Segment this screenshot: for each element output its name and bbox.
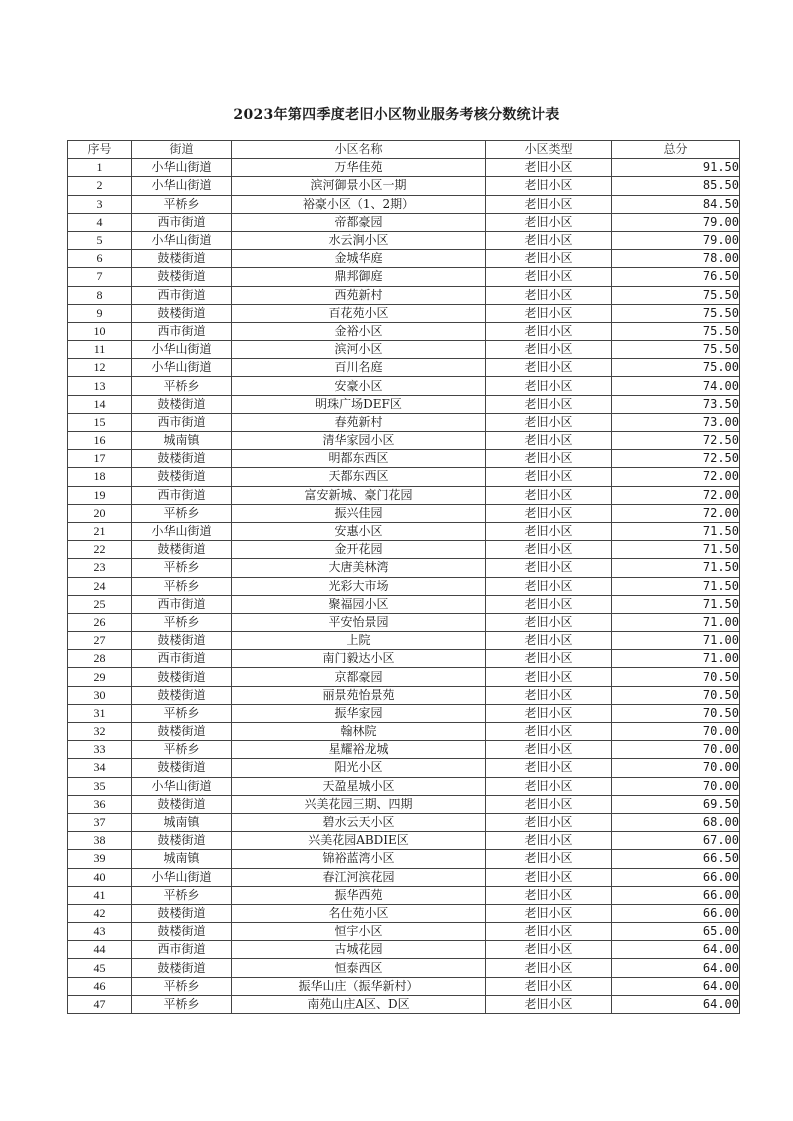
header-community-type: 小区类型 bbox=[486, 141, 612, 159]
table-row bbox=[68, 432, 740, 450]
table-row bbox=[68, 250, 740, 268]
cell-community-type: 老旧小区 bbox=[486, 850, 612, 868]
cell-street: 城南镇 bbox=[132, 432, 232, 450]
cell-street: 鼓楼街道 bbox=[132, 541, 232, 559]
cell-community-name: 丽景苑怡景苑 bbox=[232, 686, 486, 704]
cell-community-type: 老旧小区 bbox=[486, 304, 612, 322]
cell-seq: 6 bbox=[68, 250, 132, 268]
cell-community-type: 老旧小区 bbox=[486, 286, 612, 304]
cell-total-score: 73.00 bbox=[612, 413, 740, 431]
cell-seq: 45 bbox=[68, 959, 132, 977]
cell-community-name: 明都东西区 bbox=[232, 450, 486, 468]
cell-seq: 29 bbox=[68, 668, 132, 686]
cell-seq: 27 bbox=[68, 632, 132, 650]
cell-total-score: 71.50 bbox=[612, 595, 740, 613]
cell-street: 西市街道 bbox=[132, 286, 232, 304]
cell-community-type: 老旧小区 bbox=[486, 395, 612, 413]
cell-community-type: 老旧小区 bbox=[486, 159, 612, 177]
cell-community-type: 老旧小区 bbox=[486, 868, 612, 886]
cell-community-name: 南苑山庄A区、D区 bbox=[232, 995, 486, 1013]
table-row bbox=[68, 886, 740, 904]
cell-community-type: 老旧小区 bbox=[486, 522, 612, 540]
cell-seq: 34 bbox=[68, 759, 132, 777]
cell-seq: 5 bbox=[68, 231, 132, 249]
cell-community-name: 阳光小区 bbox=[232, 759, 486, 777]
cell-community-type: 老旧小区 bbox=[486, 595, 612, 613]
cell-total-score: 72.00 bbox=[612, 468, 740, 486]
cell-community-name: 恒泰西区 bbox=[232, 959, 486, 977]
table-row bbox=[68, 468, 740, 486]
cell-community-name: 金裕小区 bbox=[232, 322, 486, 340]
cell-community-type: 老旧小区 bbox=[486, 941, 612, 959]
table-row bbox=[68, 959, 740, 977]
cell-seq: 10 bbox=[68, 322, 132, 340]
cell-community-type: 老旧小区 bbox=[486, 559, 612, 577]
cell-street: 城南镇 bbox=[132, 813, 232, 831]
cell-total-score: 73.50 bbox=[612, 395, 740, 413]
cell-total-score: 66.00 bbox=[612, 886, 740, 904]
cell-community-type: 老旧小区 bbox=[486, 723, 612, 741]
cell-street: 平桥乡 bbox=[132, 377, 232, 395]
cell-seq: 7 bbox=[68, 268, 132, 286]
cell-total-score: 75.50 bbox=[612, 286, 740, 304]
table-row bbox=[68, 450, 740, 468]
cell-street: 平桥乡 bbox=[132, 704, 232, 722]
cell-community-type: 老旧小区 bbox=[486, 759, 612, 777]
cell-community-name: 裕豪小区（1、2期） bbox=[232, 195, 486, 213]
cell-total-score: 84.50 bbox=[612, 195, 740, 213]
cell-total-score: 69.50 bbox=[612, 795, 740, 813]
cell-street: 平桥乡 bbox=[132, 977, 232, 995]
cell-street: 平桥乡 bbox=[132, 195, 232, 213]
cell-community-name: 天都东西区 bbox=[232, 468, 486, 486]
table-row bbox=[68, 395, 740, 413]
header-row bbox=[68, 141, 740, 159]
cell-community-name: 春江河滨花园 bbox=[232, 868, 486, 886]
cell-total-score: 91.50 bbox=[612, 159, 740, 177]
table-row bbox=[68, 668, 740, 686]
cell-street: 小华山街道 bbox=[132, 341, 232, 359]
table-row bbox=[68, 213, 740, 231]
cell-seq: 39 bbox=[68, 850, 132, 868]
cell-total-score: 79.00 bbox=[612, 231, 740, 249]
cell-seq: 37 bbox=[68, 813, 132, 831]
cell-seq: 17 bbox=[68, 450, 132, 468]
cell-seq: 30 bbox=[68, 686, 132, 704]
cell-seq: 25 bbox=[68, 595, 132, 613]
cell-street: 城南镇 bbox=[132, 850, 232, 868]
cell-community-name: 兴美花园ABDIE区 bbox=[232, 832, 486, 850]
cell-community-name: 兴美花园三期、四期 bbox=[232, 795, 486, 813]
cell-total-score: 70.00 bbox=[612, 723, 740, 741]
cell-seq: 12 bbox=[68, 359, 132, 377]
cell-seq: 23 bbox=[68, 559, 132, 577]
cell-total-score: 67.00 bbox=[612, 832, 740, 850]
cell-total-score: 72.50 bbox=[612, 450, 740, 468]
cell-seq: 46 bbox=[68, 977, 132, 995]
table-row bbox=[68, 704, 740, 722]
table-row bbox=[68, 304, 740, 322]
cell-street: 西市街道 bbox=[132, 413, 232, 431]
table-row bbox=[68, 759, 740, 777]
cell-seq: 43 bbox=[68, 923, 132, 941]
cell-community-name: 万华佳苑 bbox=[232, 159, 486, 177]
cell-community-type: 老旧小区 bbox=[486, 959, 612, 977]
cell-seq: 42 bbox=[68, 904, 132, 922]
cell-community-name: 振华山庄（振华新村） bbox=[232, 977, 486, 995]
table-row bbox=[68, 777, 740, 795]
table-row bbox=[68, 977, 740, 995]
cell-street: 西市街道 bbox=[132, 595, 232, 613]
cell-street: 鼓楼街道 bbox=[132, 268, 232, 286]
cell-community-type: 老旧小区 bbox=[486, 995, 612, 1013]
header-seq: 序号 bbox=[68, 141, 132, 159]
cell-seq: 33 bbox=[68, 741, 132, 759]
cell-street: 平桥乡 bbox=[132, 886, 232, 904]
cell-seq: 35 bbox=[68, 777, 132, 795]
table-row bbox=[68, 231, 740, 249]
table-row bbox=[68, 613, 740, 631]
cell-total-score: 71.50 bbox=[612, 577, 740, 595]
cell-community-name: 振兴佳园 bbox=[232, 504, 486, 522]
cell-community-type: 老旧小区 bbox=[486, 704, 612, 722]
cell-total-score: 79.00 bbox=[612, 213, 740, 231]
cell-seq: 24 bbox=[68, 577, 132, 595]
cell-community-name: 古城花园 bbox=[232, 941, 486, 959]
cell-seq: 44 bbox=[68, 941, 132, 959]
cell-total-score: 72.50 bbox=[612, 432, 740, 450]
table-row bbox=[68, 159, 740, 177]
table-header bbox=[68, 141, 740, 159]
cell-community-type: 老旧小区 bbox=[486, 777, 612, 795]
table-row bbox=[68, 504, 740, 522]
cell-street: 平桥乡 bbox=[132, 613, 232, 631]
cell-total-score: 75.50 bbox=[612, 341, 740, 359]
cell-street: 小华山街道 bbox=[132, 868, 232, 886]
cell-street: 鼓楼街道 bbox=[132, 759, 232, 777]
cell-seq: 26 bbox=[68, 613, 132, 631]
cell-community-type: 老旧小区 bbox=[486, 486, 612, 504]
cell-community-type: 老旧小区 bbox=[486, 577, 612, 595]
cell-total-score: 70.50 bbox=[612, 704, 740, 722]
cell-street: 鼓楼街道 bbox=[132, 923, 232, 941]
cell-seq: 32 bbox=[68, 723, 132, 741]
cell-total-score: 65.00 bbox=[612, 923, 740, 941]
table-row bbox=[68, 377, 740, 395]
cell-street: 鼓楼街道 bbox=[132, 468, 232, 486]
cell-community-type: 老旧小区 bbox=[486, 741, 612, 759]
cell-seq: 4 bbox=[68, 213, 132, 231]
cell-community-name: 星耀裕龙城 bbox=[232, 741, 486, 759]
cell-community-type: 老旧小区 bbox=[486, 359, 612, 377]
table-row bbox=[68, 559, 740, 577]
cell-community-name: 名仕苑小区 bbox=[232, 904, 486, 922]
cell-community-type: 老旧小区 bbox=[486, 541, 612, 559]
cell-community-name: 百花苑小区 bbox=[232, 304, 486, 322]
cell-community-name: 滨河御景小区一期 bbox=[232, 177, 486, 195]
cell-community-name: 振华西苑 bbox=[232, 886, 486, 904]
cell-community-type: 老旧小区 bbox=[486, 413, 612, 431]
cell-seq: 9 bbox=[68, 304, 132, 322]
cell-street: 西市街道 bbox=[132, 650, 232, 668]
table-row bbox=[68, 723, 740, 741]
cell-total-score: 75.50 bbox=[612, 322, 740, 340]
cell-street: 西市街道 bbox=[132, 486, 232, 504]
cell-community-type: 老旧小区 bbox=[486, 504, 612, 522]
cell-community-name: 安豪小区 bbox=[232, 377, 486, 395]
cell-seq: 47 bbox=[68, 995, 132, 1013]
cell-street: 西市街道 bbox=[132, 213, 232, 231]
header-street: 街道 bbox=[132, 141, 232, 159]
cell-total-score: 64.00 bbox=[612, 959, 740, 977]
cell-community-name: 帝都豪园 bbox=[232, 213, 486, 231]
cell-community-name: 安惠小区 bbox=[232, 522, 486, 540]
cell-community-type: 老旧小区 bbox=[486, 886, 612, 904]
cell-street: 鼓楼街道 bbox=[132, 723, 232, 741]
cell-street: 小华山街道 bbox=[132, 177, 232, 195]
cell-seq: 31 bbox=[68, 704, 132, 722]
table-row bbox=[68, 595, 740, 613]
cell-community-name: 翰林院 bbox=[232, 723, 486, 741]
cell-community-name: 富安新城、豪门花园 bbox=[232, 486, 486, 504]
cell-total-score: 75.00 bbox=[612, 359, 740, 377]
cell-total-score: 75.50 bbox=[612, 304, 740, 322]
table-row bbox=[68, 686, 740, 704]
cell-community-name: 碧水云天小区 bbox=[232, 813, 486, 831]
cell-community-type: 老旧小区 bbox=[486, 832, 612, 850]
cell-seq: 20 bbox=[68, 504, 132, 522]
table-row bbox=[68, 813, 740, 831]
cell-community-type: 老旧小区 bbox=[486, 322, 612, 340]
cell-community-type: 老旧小区 bbox=[486, 468, 612, 486]
cell-community-name: 上院 bbox=[232, 632, 486, 650]
cell-community-type: 老旧小区 bbox=[486, 904, 612, 922]
table-row bbox=[68, 795, 740, 813]
cell-total-score: 71.00 bbox=[612, 632, 740, 650]
cell-total-score: 64.00 bbox=[612, 941, 740, 959]
cell-total-score: 71.50 bbox=[612, 541, 740, 559]
cell-total-score: 71.50 bbox=[612, 559, 740, 577]
cell-total-score: 72.00 bbox=[612, 486, 740, 504]
cell-community-name: 百川名庭 bbox=[232, 359, 486, 377]
cell-seq: 13 bbox=[68, 377, 132, 395]
cell-total-score: 66.00 bbox=[612, 904, 740, 922]
cell-total-score: 72.00 bbox=[612, 504, 740, 522]
cell-community-type: 老旧小区 bbox=[486, 268, 612, 286]
cell-total-score: 76.50 bbox=[612, 268, 740, 286]
cell-community-name: 恒宇小区 bbox=[232, 923, 486, 941]
cell-community-name: 大唐美林湾 bbox=[232, 559, 486, 577]
cell-community-name: 春苑新村 bbox=[232, 413, 486, 431]
cell-street: 平桥乡 bbox=[132, 577, 232, 595]
cell-community-name: 南门毅达小区 bbox=[232, 650, 486, 668]
cell-total-score: 71.00 bbox=[612, 613, 740, 631]
cell-seq: 16 bbox=[68, 432, 132, 450]
cell-street: 鼓楼街道 bbox=[132, 832, 232, 850]
cell-street: 小华山街道 bbox=[132, 777, 232, 795]
cell-seq: 18 bbox=[68, 468, 132, 486]
cell-street: 鼓楼街道 bbox=[132, 795, 232, 813]
cell-seq: 36 bbox=[68, 795, 132, 813]
cell-community-type: 老旧小区 bbox=[486, 177, 612, 195]
cell-total-score: 71.00 bbox=[612, 650, 740, 668]
cell-seq: 19 bbox=[68, 486, 132, 504]
cell-street: 鼓楼街道 bbox=[132, 668, 232, 686]
cell-total-score: 85.50 bbox=[612, 177, 740, 195]
cell-seq: 11 bbox=[68, 341, 132, 359]
cell-seq: 1 bbox=[68, 159, 132, 177]
cell-total-score: 66.50 bbox=[612, 850, 740, 868]
cell-community-name: 金开花园 bbox=[232, 541, 486, 559]
table-row bbox=[68, 341, 740, 359]
table-row bbox=[68, 632, 740, 650]
cell-community-type: 老旧小区 bbox=[486, 213, 612, 231]
cell-total-score: 70.00 bbox=[612, 741, 740, 759]
table-row bbox=[68, 850, 740, 868]
cell-street: 西市街道 bbox=[132, 941, 232, 959]
cell-community-name: 锦裕蓝湾小区 bbox=[232, 850, 486, 868]
cell-total-score: 64.00 bbox=[612, 995, 740, 1013]
cell-total-score: 68.00 bbox=[612, 813, 740, 831]
cell-seq: 14 bbox=[68, 395, 132, 413]
document-title: 2023年第四季度老旧小区物业服务考核分数统计表 bbox=[233, 107, 560, 123]
cell-street: 小华山街道 bbox=[132, 522, 232, 540]
table-row bbox=[68, 486, 740, 504]
cell-total-score: 64.00 bbox=[612, 977, 740, 995]
score-table bbox=[67, 140, 740, 1014]
cell-street: 平桥乡 bbox=[132, 741, 232, 759]
table-row bbox=[68, 650, 740, 668]
cell-seq: 40 bbox=[68, 868, 132, 886]
table-row bbox=[68, 195, 740, 213]
cell-seq: 2 bbox=[68, 177, 132, 195]
cell-street: 小华山街道 bbox=[132, 359, 232, 377]
cell-community-type: 老旧小区 bbox=[486, 450, 612, 468]
cell-community-name: 天盈星城小区 bbox=[232, 777, 486, 795]
cell-street: 小华山街道 bbox=[132, 231, 232, 249]
cell-community-name: 聚福园小区 bbox=[232, 595, 486, 613]
cell-street: 鼓楼街道 bbox=[132, 450, 232, 468]
header-community-name: 小区名称 bbox=[232, 141, 486, 159]
cell-community-name: 滨河小区 bbox=[232, 341, 486, 359]
cell-street: 鼓楼街道 bbox=[132, 686, 232, 704]
table-row bbox=[68, 904, 740, 922]
cell-street: 平桥乡 bbox=[132, 995, 232, 1013]
header-total-score: 总分 bbox=[612, 141, 740, 159]
cell-street: 西市街道 bbox=[132, 322, 232, 340]
cell-street: 鼓楼街道 bbox=[132, 959, 232, 977]
cell-community-type: 老旧小区 bbox=[486, 813, 612, 831]
cell-community-name: 金城华庭 bbox=[232, 250, 486, 268]
cell-community-type: 老旧小区 bbox=[486, 432, 612, 450]
cell-total-score: 66.00 bbox=[612, 868, 740, 886]
cell-community-type: 老旧小区 bbox=[486, 795, 612, 813]
table-row bbox=[68, 541, 740, 559]
cell-total-score: 70.00 bbox=[612, 759, 740, 777]
cell-community-type: 老旧小区 bbox=[486, 668, 612, 686]
cell-community-name: 西苑新村 bbox=[232, 286, 486, 304]
cell-total-score: 70.00 bbox=[612, 777, 740, 795]
table-row bbox=[68, 268, 740, 286]
cell-community-type: 老旧小区 bbox=[486, 250, 612, 268]
cell-total-score: 74.00 bbox=[612, 377, 740, 395]
cell-seq: 8 bbox=[68, 286, 132, 304]
table-row bbox=[68, 923, 740, 941]
cell-street: 鼓楼街道 bbox=[132, 304, 232, 322]
cell-community-name: 水云涧小区 bbox=[232, 231, 486, 249]
cell-community-type: 老旧小区 bbox=[486, 377, 612, 395]
cell-community-name: 明珠广场DEF区 bbox=[232, 395, 486, 413]
table-row bbox=[68, 577, 740, 595]
cell-street: 鼓楼街道 bbox=[132, 250, 232, 268]
cell-community-type: 老旧小区 bbox=[486, 195, 612, 213]
table-row bbox=[68, 741, 740, 759]
cell-total-score: 70.50 bbox=[612, 668, 740, 686]
cell-community-type: 老旧小区 bbox=[486, 341, 612, 359]
cell-total-score: 78.00 bbox=[612, 250, 740, 268]
cell-street: 平桥乡 bbox=[132, 559, 232, 577]
cell-street: 鼓楼街道 bbox=[132, 904, 232, 922]
table-row bbox=[68, 177, 740, 195]
cell-community-name: 京都豪园 bbox=[232, 668, 486, 686]
cell-community-type: 老旧小区 bbox=[486, 686, 612, 704]
cell-street: 平桥乡 bbox=[132, 504, 232, 522]
table-row bbox=[68, 995, 740, 1013]
cell-seq: 3 bbox=[68, 195, 132, 213]
cell-community-type: 老旧小区 bbox=[486, 977, 612, 995]
table-row bbox=[68, 322, 740, 340]
cell-community-name: 平安怡景园 bbox=[232, 613, 486, 631]
cell-community-type: 老旧小区 bbox=[486, 923, 612, 941]
table-row bbox=[68, 522, 740, 540]
cell-total-score: 71.50 bbox=[612, 522, 740, 540]
cell-community-name: 振华家园 bbox=[232, 704, 486, 722]
cell-seq: 28 bbox=[68, 650, 132, 668]
cell-street: 小华山街道 bbox=[132, 159, 232, 177]
table-row bbox=[68, 832, 740, 850]
cell-street: 鼓楼街道 bbox=[132, 632, 232, 650]
cell-seq: 41 bbox=[68, 886, 132, 904]
cell-seq: 38 bbox=[68, 832, 132, 850]
table-body bbox=[68, 159, 740, 1014]
cell-community-type: 老旧小区 bbox=[486, 231, 612, 249]
cell-seq: 22 bbox=[68, 541, 132, 559]
cell-community-name: 鼎邦御庭 bbox=[232, 268, 486, 286]
table-row bbox=[68, 868, 740, 886]
table-row bbox=[68, 941, 740, 959]
cell-community-name: 光彩大市场 bbox=[232, 577, 486, 595]
cell-community-name: 清华家园小区 bbox=[232, 432, 486, 450]
table-row bbox=[68, 359, 740, 377]
cell-community-type: 老旧小区 bbox=[486, 650, 612, 668]
cell-street: 鼓楼街道 bbox=[132, 395, 232, 413]
cell-community-type: 老旧小区 bbox=[486, 632, 612, 650]
cell-total-score: 70.50 bbox=[612, 686, 740, 704]
cell-community-type: 老旧小区 bbox=[486, 613, 612, 631]
cell-seq: 15 bbox=[68, 413, 132, 431]
table-row bbox=[68, 413, 740, 431]
cell-seq: 21 bbox=[68, 522, 132, 540]
table-row bbox=[68, 286, 740, 304]
